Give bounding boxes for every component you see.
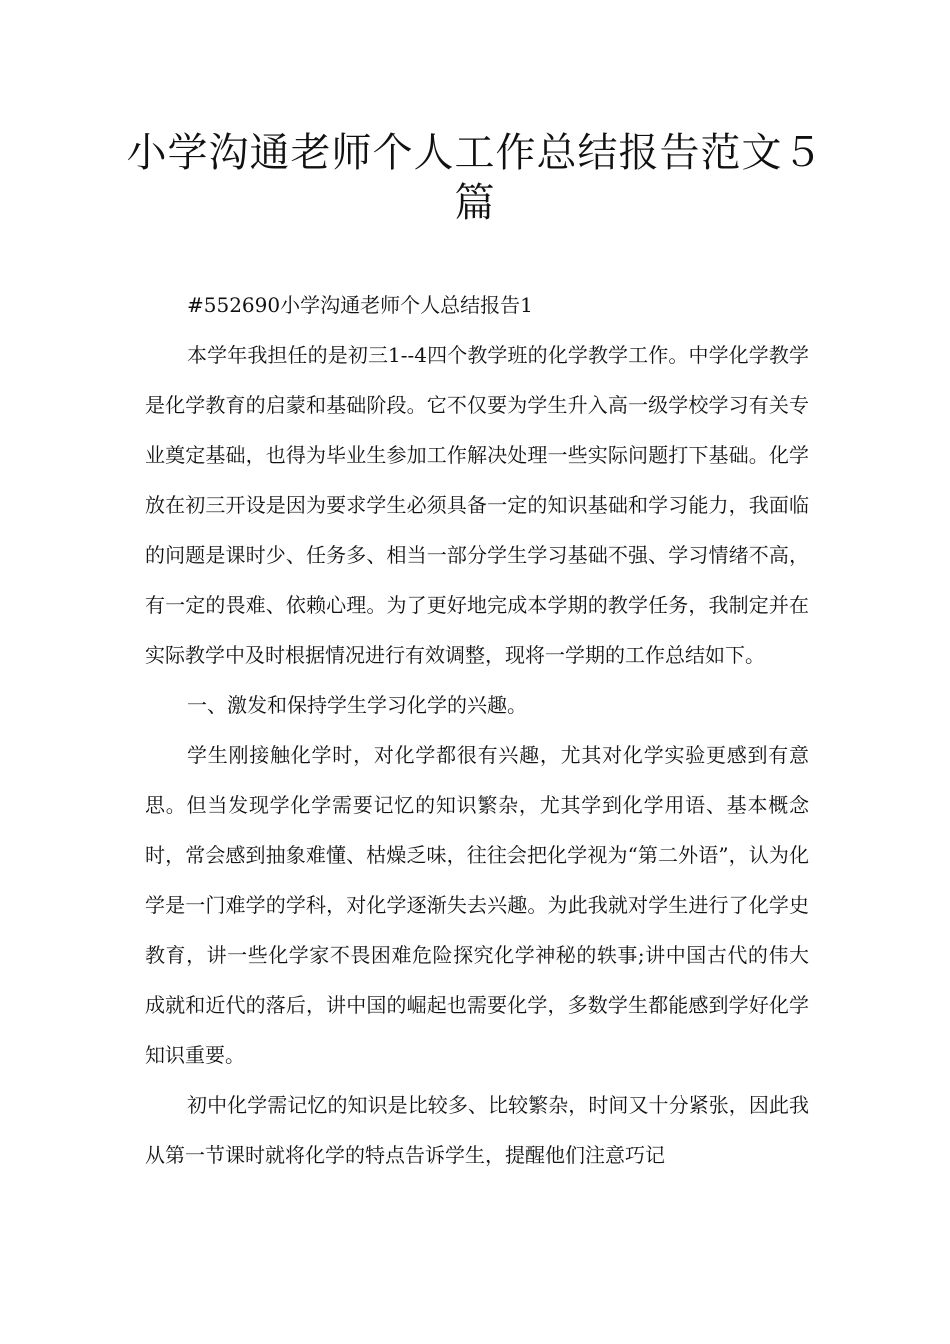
section-heading: #552690小学沟通老师个人总结报告1 xyxy=(187,293,533,317)
body-paragraph: 学生刚接触化学时，对化学都很有兴趣，尤其对化学实验更感到有意思。但当发现学化学需要记忆的知识繁杂，尤其学到化学用语、基本概念时，常会感到抽象难懂、枯燥乏味，往往会把化学视为“第二外语”，认为化学是一门难学的学科，对化学逐渐失去兴趣。为此我就对学生进行了化学史教育，讲一些化学家不畏困难危险探究化学神秘的轶事;讲中国古代的伟大成就和近代的落后，讲中国的崛起也需要化学，多数学生都能感到学好化学知识重要。 xyxy=(145,743,809,1067)
body-paragraph: 本学年我担任的是初三1--4四个教学班的化学教学工作。中学化学教学是化学教育的启蒙和基础阶段。它不仅要为学生升入高一级学校学习有关专业奠定基础，也得为毕业生参加工作解决处理一些实际问题打下基础。化学放在初三开设是因为要求学生必须具备一定的知识基础和学习能力，我面临的问题是课时少、任务多、相当一部分学生学习基础不强、学习情绪不高，有一定的畏难、依赖心理。为了更好地完成本学期的教学任务，我制定并在实际教学中及时根据情况进行有效调整，现将一学期的工作总结如下。 xyxy=(145,343,809,667)
subsection-heading: 一、激发和保持学生学习化学的兴趣。 xyxy=(187,693,527,717)
body-paragraph: 初中化学需记忆的知识是比较多、比较繁杂，时间又十分紧张，因此我从第一节课时就将化学的特点告诉学生，提醒他们注意巧记 xyxy=(145,1093,809,1167)
document-title: 小学沟通老师个人工作总结报告范文５篇 xyxy=(126,130,824,226)
document-body xyxy=(145,280,809,1180)
